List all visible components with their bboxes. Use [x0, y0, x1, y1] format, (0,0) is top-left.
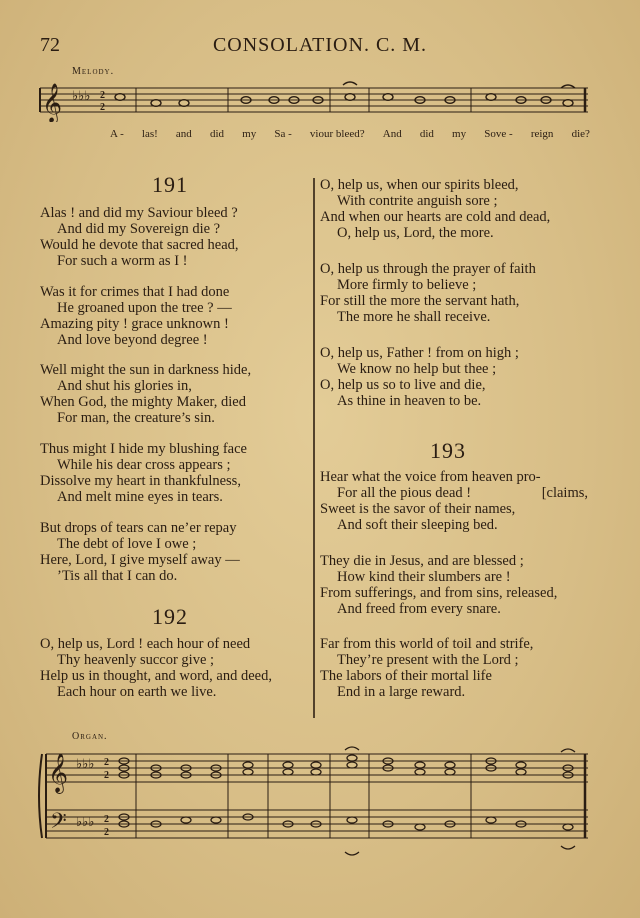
lyric-syllable: Sa -	[274, 128, 292, 140]
stanza	[40, 284, 232, 348]
svg-text:♭♭♭: ♭♭♭	[72, 88, 91, 103]
svg-text:𝄞: 𝄞	[42, 85, 63, 122]
verse-line: Hear what the voice from heaven pro-	[320, 469, 541, 485]
verse-line: Alas ! and did my Saviour bleed ?	[40, 205, 238, 221]
hymn-number: 191	[152, 172, 188, 197]
verse-line: The more he shall receive.	[337, 309, 491, 325]
melody-lyrics	[110, 128, 590, 140]
lyric-syllable: did	[419, 128, 434, 140]
verse-line: Far from this world of toil and strife,	[320, 636, 534, 652]
verse-line: They’re present with the Lord ;	[337, 652, 519, 668]
verse-line: Sweet is the savor of their names,	[320, 501, 516, 517]
hymn-number: 192	[152, 604, 188, 629]
verse-line: ’Tis all that I can do.	[57, 568, 178, 584]
verse-line: Dissolve my heart in thankfulness,	[40, 473, 241, 489]
verse-line	[320, 485, 588, 501]
organ-score	[36, 742, 592, 864]
verse-line: For still the more the servant hath,	[320, 293, 520, 309]
verse-line: O, help us, Father ! from on high ;	[320, 345, 519, 361]
verse-line: O, help us, Lord, the more.	[337, 225, 494, 241]
verse-line: And when our hearts are cold and dead,	[320, 209, 551, 225]
verse-line: When God, the mighty Maker, died	[40, 394, 246, 410]
stanza	[40, 636, 272, 700]
lyric-syllable: my	[242, 128, 257, 140]
verse-line: But drops of tears can ne’er repay	[40, 520, 237, 536]
stanza	[320, 177, 550, 241]
verse-line: Each hour on earth we live.	[57, 684, 217, 700]
stanza	[320, 261, 536, 325]
lyric-syllable: reign	[530, 128, 554, 140]
lyric-syllable: And	[382, 128, 402, 140]
lyric-syllable: did	[209, 128, 225, 140]
svg-text:2: 2	[104, 814, 109, 825]
lyric-syllable: Sove -	[484, 128, 513, 140]
tune-title: CONSOLATION. C. M.	[212, 34, 428, 56]
verse-line: For such a worm as I !	[57, 253, 188, 269]
melody-staff	[36, 80, 592, 122]
stanza	[320, 553, 557, 617]
verse-line: From sufferings, and from sins, released,	[320, 585, 558, 601]
melody-label: Melody.	[72, 66, 115, 77]
verse-line: Here, Lord, I give myself away —	[40, 552, 240, 568]
stanza	[320, 636, 533, 700]
verse-line: And melt mine eyes in tears.	[57, 489, 223, 505]
verse-line: And soft their sleeping bed.	[337, 517, 498, 533]
verse-line: With contrite anguish sore ;	[337, 193, 498, 209]
verse-line: More firmly to believe ;	[337, 277, 477, 293]
verse-line: As thine in heaven to be.	[337, 393, 482, 409]
verse-line: We know no help but thee ;	[337, 361, 497, 377]
stanza	[40, 362, 251, 426]
verse-line: O, help us through the prayer of faith	[320, 261, 536, 277]
stanza	[40, 441, 247, 505]
svg-text:2: 2	[104, 757, 109, 768]
lyric-syllable: my	[452, 128, 467, 140]
verse-line: O, help us, when our spirits bleed,	[320, 177, 519, 193]
svg-text:2: 2	[100, 102, 105, 113]
svg-text:♭♭♭: ♭♭♭	[76, 756, 95, 771]
verse-line: And love beyond degree !	[57, 332, 208, 348]
verse-line: Amazing pity ! grace unknown !	[40, 316, 229, 332]
verse-line-text: For all the pious dead !	[337, 485, 472, 501]
stanza	[40, 205, 239, 269]
lyric-syllable: las!	[141, 128, 158, 140]
organ-label: Organ.	[72, 731, 108, 742]
svg-text:♭♭♭: ♭♭♭	[76, 814, 95, 829]
lyric-syllable: and	[175, 128, 192, 140]
page-number: 72	[40, 34, 60, 56]
stanza	[320, 345, 519, 409]
verse-line: End in a large reward.	[337, 684, 466, 700]
lyric-syllable: viour bleed?	[309, 128, 365, 140]
verse-line: Help us in thought, and word, and deed,	[40, 668, 272, 684]
verse-line: Well might the sun in darkness hide,	[40, 362, 252, 378]
turnover-word: [claims,	[541, 485, 588, 501]
verse-line: He groaned upon the tree ? —	[57, 300, 232, 316]
stanza	[40, 520, 240, 584]
hymn-number: 193	[430, 438, 466, 463]
svg-text:2: 2	[100, 90, 105, 101]
verse-line: Would he devote that sacred head,	[40, 237, 239, 253]
svg-text:2: 2	[104, 827, 109, 838]
verse-line: The labors of their mortal life	[320, 668, 492, 684]
verse-line: They die in Jesus, and are blessed ;	[320, 553, 524, 569]
stanza	[320, 469, 588, 533]
column-divider	[313, 178, 315, 718]
verse-line: And did my Sovereign die ?	[57, 221, 221, 237]
verse-line: For man, the creature’s sin.	[57, 410, 215, 426]
verse-line: Thy heavenly succor give ;	[57, 652, 215, 668]
verse-line: While his dear cross appears ;	[57, 457, 231, 473]
lyric-syllable: A -	[110, 128, 124, 140]
verse-line: Thus might I hide my blushing face	[40, 441, 247, 457]
verse-line: How kind their slumbers are !	[337, 569, 511, 585]
verse-line: And shut his glories in,	[57, 378, 192, 394]
verse-line: The debt of love I owe ;	[57, 536, 197, 552]
verse-line: O, help us so to live and die,	[320, 377, 486, 393]
verse-line: Was it for crimes that I had done	[40, 284, 230, 300]
verse-line: And freed from every snare.	[337, 601, 501, 617]
svg-text:2: 2	[104, 770, 109, 781]
verse-line: O, help us, Lord ! each hour of need	[40, 636, 251, 652]
svg-text:𝄞: 𝄞	[48, 755, 69, 792]
svg-text:𝄢: 𝄢	[50, 809, 67, 838]
lyric-syllable: die?	[571, 128, 590, 140]
